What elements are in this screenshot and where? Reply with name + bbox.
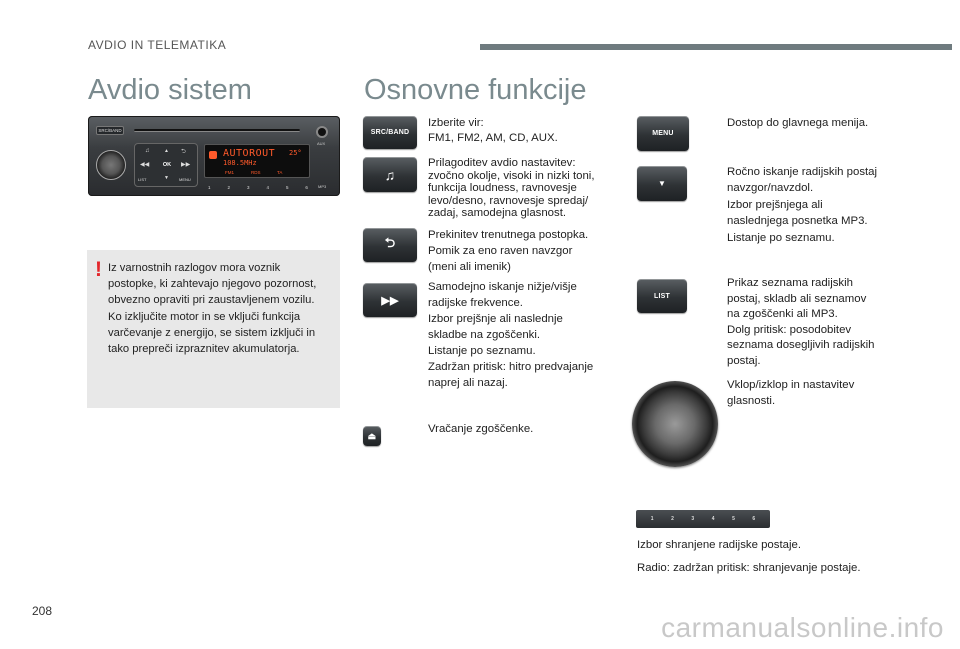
left-title: Avdio sistem [88,74,252,106]
list-label: LIST [654,292,670,300]
ok-button: OK [162,162,172,168]
preset-3: 3 [691,516,695,522]
radio-preset-6: 6 [305,184,308,190]
function-line: seznama dosegljivih radijskih [727,339,875,352]
warning-line: tako prepreči izpraznitev akumulatorja. [108,343,300,356]
function-line: Pomik za eno raven navzgor [428,245,573,257]
radio-up-icon: ▲ [164,148,169,154]
display-sub-rds: RDS [251,170,261,175]
mp3-label: MP3 [318,184,327,189]
warning-line: obvezno opraviti pri zaustavljenem vozilu. [108,294,315,307]
function-seek [428,279,618,391]
menu-label: MENU [652,130,674,137]
function-line: Izberite vir: [428,117,484,129]
function-list [727,276,927,370]
function-line: Izbor prejšnje ali naslednje [428,313,563,325]
cd-slot [134,129,300,132]
function-line: naslednjega posnetka MP3. [727,215,868,228]
preset-1: 1 [650,516,654,522]
radio-preset-1: 1 [208,184,211,190]
warning-mark: ! [95,258,102,281]
radio-preset-5: 5 [285,184,289,190]
function-volume [727,377,927,409]
function-line: postaj, skladb ali seznamov [727,292,867,305]
function-line: glasnosti. [727,395,776,407]
preset-2: 2 [671,516,674,522]
function-line: levo/desno, ravnovesje spredaj/ [428,194,589,207]
menu-button-icon [637,116,689,151]
function-line: Listanje po seznamu. [727,231,835,244]
radio-note-icon: ♫ [145,148,150,154]
preset-6: 6 [752,516,756,522]
warning-text [108,260,340,357]
radio-preset-row [204,182,312,192]
display-icon [209,151,217,159]
function-line: na zgoščenki ali MP3. [727,308,838,321]
presets-store-text: Radio: zadržan pritisk: shranjevanje postaje. [637,562,861,574]
radio-forward-icon: ▶▶ [181,162,191,168]
preset-5: 5 [732,516,735,522]
warning-line: postopke, ki zahtevajo njegovo pozornost, [108,278,317,291]
function-line: navzgor/navzdol. [727,182,814,195]
function-line: Dolg pritisk: posodobitev [727,323,852,336]
function-line: Ročno iskanje radijskih postaj [727,166,878,178]
fast-forward-icon: ▶▶ [363,283,417,317]
src-band-button-icon [363,116,417,149]
function-audio [428,157,618,220]
function-line: Samodejno iskanje nižje/višje [428,281,577,293]
volume-knob-icon [632,381,718,467]
display-line1: AUTOROUT [223,148,276,159]
function-line: Izbor prejšnjega ali [727,198,823,211]
radio-rewind-icon: ◀◀ [140,162,150,168]
display-temp: 25° [289,149,302,157]
menu-button: MENU [179,177,191,182]
header-rule [480,44,952,50]
right-title: Osnovne funkcije [364,74,587,106]
warning-line: Ko izključite motor in se vključi funkcija [108,310,301,323]
function-back [428,227,618,275]
function-menu [727,116,927,131]
music-note-icon: ♫ [363,157,417,192]
presets-select-text: Izbor shranjene radijske postaje. [637,539,801,551]
function-line: (meni ali imenik) [428,261,511,273]
function-line: Dostop do glavnega menija. [727,117,869,129]
aux-label: AUX [317,141,326,146]
radio-nav-cluster [134,143,198,187]
function-line: zvočno okolje, visoki in nizki toni, [428,169,595,182]
volume-knob-small [96,150,126,180]
src-band-button: SRC/BAND [96,126,124,135]
watermark: carmanualsonline.info [661,612,944,643]
function-line: Listanje po seznamu. [428,345,536,357]
radio-down-icon: ▼ [164,175,169,181]
radio-display [204,144,310,178]
function-line: FM1, FM2, AM, CD, AUX. [428,132,558,144]
radio-preset-3: 3 [246,184,250,190]
function-line: Prekinitev trenutnega postopka. [428,229,589,241]
warning-line: Iz varnostnih razlogov mora voznik [108,262,281,274]
function-line: skladbe na zgoščenki. [428,329,541,341]
function-line: radijske frekvence. [428,297,523,309]
function-line: Vklop/izklop in nastavitev [727,379,855,391]
eject-icon: ⏏ [363,426,381,446]
function-line: zadaj, samodejna glasnost. [428,207,567,220]
radio-back-icon: ⮌ [181,149,186,155]
preset-4: 4 [711,516,715,522]
warning-line: varčevanje z energijo, se sistem izključi in [108,326,316,339]
display-line2: 108.5MHz [223,159,257,167]
function-line: funkcija loudness, ravnovesje [428,182,577,195]
function-line: Vračanje zgoščenke. [428,423,534,435]
function-line: postaj. [727,354,761,367]
down-triangle-icon: ▼ [637,166,687,201]
radio-preset-2: 2 [227,184,230,190]
page-number: 208 [32,604,53,618]
function-line: Prilagoditev avdio nastavitev: [428,157,576,169]
function-eject [428,422,618,437]
list-button-icon [637,279,687,313]
back-arrow-icon: ⮌ [363,228,417,262]
display-sub-fm1: FM1 [225,170,234,175]
preset-bar-icon [636,510,770,528]
display-sub-ta: TA [277,170,283,175]
src-band-label: SRC/BAND [370,129,410,136]
function-line: Prikaz seznama radijskih [727,277,853,289]
function-src [428,116,618,146]
section-header: AVDIO IN TELEMATIKA [88,38,227,52]
radio-unit [88,116,340,196]
function-line: naprej ali nazaj. [428,377,508,389]
function-line: Zadržan pritisk: hitro predvajanje [428,361,594,373]
list-button: LIST [138,177,147,182]
function-manual-seek [727,164,927,246]
aux-jack [316,126,328,138]
radio-preset-4: 4 [266,184,269,190]
